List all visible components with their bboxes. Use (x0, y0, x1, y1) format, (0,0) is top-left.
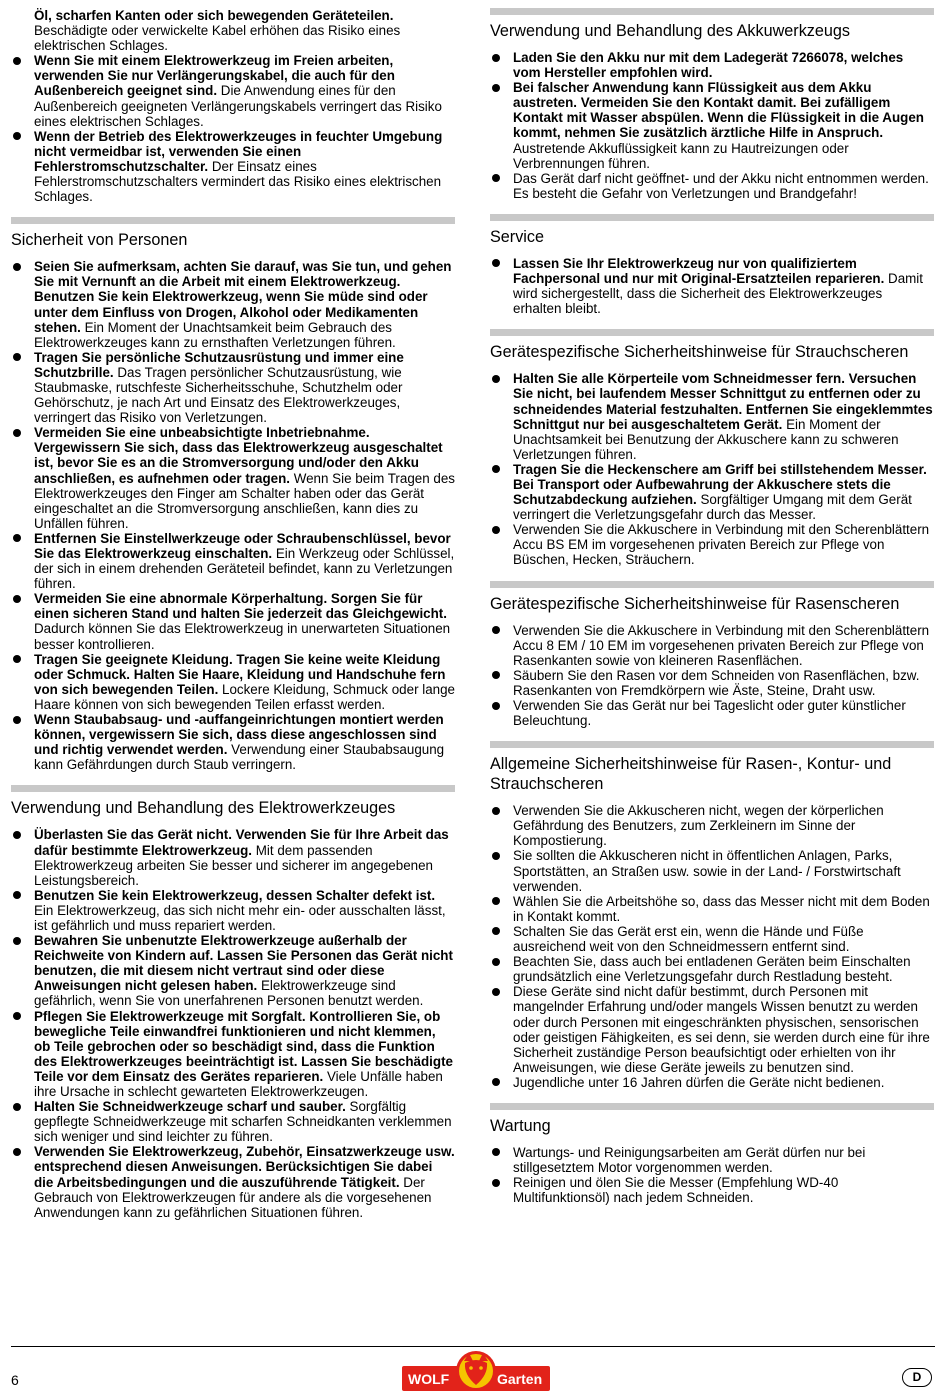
item-bold: Tragen Sie die Heckenschere am Griff bei stillstehendem Messer. Bei Transport oder Aufbewahrung der Akkuschere stets die Schutzabdeckung aufziehen. (513, 461, 927, 508)
list-item (490, 256, 934, 316)
list-item (490, 698, 934, 728)
page-number: 6 (11, 1372, 19, 1388)
section-rule (490, 214, 934, 221)
item-list (490, 50, 934, 201)
bullet-icon (492, 702, 500, 710)
item-text: Schalten Sie das Gerät erst ein, wenn die Hände und Füße ausreichend weit von den Schneidmessern entfernt sind. (513, 923, 864, 955)
section-title: Wartung (490, 1116, 551, 1135)
list-item (490, 50, 934, 80)
bullet-icon (13, 429, 21, 437)
item-text: Wählen Sie die Arbeitshöhe so, dass das Messer nicht mit dem Boden in Kontakt kommt. (513, 893, 930, 924)
list-item (11, 591, 455, 651)
right-sections (490, 8, 934, 1205)
bullet-icon (492, 626, 500, 634)
bullet-icon (492, 897, 500, 905)
left-sections (11, 217, 455, 1220)
item-bold: Verwenden Sie Elektrowerkzeug, Zubehör, Einsatzwerkzeuge usw. entsprechend diesen Anweisungen. Berücksichtigen Sie dabei die Arbeitsbedingungen und die auszuführende Tätigkeit. (34, 1144, 455, 1190)
item-text: Damit wird sichergestellt, dass die Sicherheit des Elektrowerkzeuges erhalten bleibt. (513, 271, 924, 317)
section (490, 581, 934, 729)
section-title: Allgemeine Sicherheitshinweise für Rasen-, Kontur- und Strauchscheren (490, 755, 892, 794)
list-item (490, 80, 934, 171)
list-item (490, 894, 934, 924)
country-badge: D (902, 1368, 932, 1387)
list-item (11, 350, 455, 425)
bullet-icon (13, 655, 21, 663)
logo-text-left: WOLF (408, 1371, 450, 1387)
section (11, 785, 455, 1219)
item-bold: Wenn Sie mit einem Elektrowerkzeug im Freien arbeiten, verwenden Sie nur Verlängerungskabel, die auch für den Außenbereich geeignet sind. (34, 53, 395, 99)
item-list (11, 827, 455, 1219)
list-item (490, 171, 934, 201)
list-item (11, 827, 455, 887)
bullet-icon (492, 1179, 500, 1187)
section-title: Sicherheit von Personen (11, 231, 188, 250)
bullet-icon (13, 57, 21, 65)
item-text: Jugendliche unter 16 Jahren dürfen die Geräte nicht bedienen. (513, 1074, 885, 1090)
bullet-icon (492, 807, 500, 815)
continuation-list (11, 8, 455, 204)
list-item (490, 522, 934, 567)
item-text: Die Anwendung eines für den Außenbereich geeigneten Verlängerungskabels verringert das Risiko eines elektrischen Schlages. (34, 83, 442, 129)
item-text: Der Einsatz eines Fehlerstromschutzschalters vermindert das Risiko eines elektrischen Schlages. (34, 158, 442, 205)
list-item (490, 984, 934, 1075)
section (490, 1103, 934, 1205)
list-item (11, 8, 455, 53)
list-item (11, 531, 455, 591)
list-item (11, 1099, 455, 1144)
item-bold: Wenn der Betrieb des Elektrowerkzeuges in feuchter Umgebung nicht vermeidbar ist, verwenden Sie einen Fehlerstromschutzschalter. (34, 128, 443, 174)
bullet-icon (13, 1012, 21, 1020)
list-item (11, 933, 455, 1008)
item-text: Ein Moment der Unachtsamkeit beim Gebrauch des Elektrowerkzeuges kann zu ernsthaften Verletzungen führen. (34, 319, 396, 350)
item-text: Sorgfältig gepflegte Schneidwerkzeuge mit scharfen Schneidkanten verklemmen sich weniger und sind leichter zu führen. (34, 1099, 452, 1145)
bullet-icon (492, 465, 500, 473)
wolf-eye-icon (469, 1366, 473, 1370)
item-bold: Überlasten Sie das Gerät nicht. Verwenden Sie für Ihre Arbeit das dafür bestimmte Elektrowerkzeug. (34, 827, 449, 858)
footer-rule (11, 1346, 935, 1347)
section-title: Gerätespezifische Sicherheitshinweise für Strauchscheren (490, 343, 909, 362)
section-rule (490, 741, 934, 748)
item-text: Lockere Kleidung, Schmuck oder lange Haare können von sich bewegenden Teilen erfasst werden. (34, 681, 456, 712)
bullet-icon (492, 927, 500, 935)
item-text: Verwenden Sie die Akkuschere in Verbindung mit den Scherenblättern Accu 8 EM / 10 EM im vorgesehenen privaten Bereich zur Pflege von Rasenkanten sowie von kleineren Rasenflächen. (513, 622, 930, 668)
list-item (11, 425, 455, 531)
item-bold: Laden Sie den Akku nur mit dem Ladegerät 7266078, welches vom Hersteller empfohlen wird. (513, 50, 904, 81)
item-bold: Lassen Sie Ihr Elektrowerkzeug nur von qualifiziertem Fachpersonal und nur mit Original-Ersatzteilen reparieren. (513, 255, 885, 287)
logo-text-right: Garten (497, 1371, 543, 1387)
left-continuation (11, 8, 455, 204)
bullet-icon (13, 1103, 21, 1111)
bullet-icon (13, 891, 21, 899)
item-bold: Öl, scharfen Kanten oder sich bewegenden Geräteteilen. (34, 8, 394, 23)
list-item (11, 1144, 455, 1219)
bullet-icon (492, 526, 500, 534)
bullet-icon (13, 353, 21, 361)
item-list (490, 371, 934, 567)
section (490, 329, 934, 567)
list-item (11, 652, 455, 712)
list-item (490, 954, 934, 984)
item-bold: Tragen Sie persönliche Schutzausrüstung und immer eine Schutzbrille. (34, 349, 404, 380)
item-list (11, 259, 455, 772)
section (490, 741, 934, 1090)
item-list (490, 256, 934, 316)
list-item (490, 924, 934, 954)
item-text: Diese Geräte sind nicht dafür bestimmt, durch Personen mit mangelnder Erfahrung und/oder mangels Wissen benutzt zu werden oder durch Personen mit eingeschränkten physischen, sensorischen oder geistigen Fähigkeiten, es sei denn, sie werden durch eine für ihre Sicherheit zuständige Person beaufsichtigt oder erhielten von ihr Anweisungen, wie diese Geräte jeweils zu benutzen sind. (513, 984, 930, 1075)
list-item (490, 668, 934, 698)
item-text: Elektrowerkzeuge sind gefährlich, wenn Sie von unerfahrenen Personen benutzt werden. (34, 978, 424, 1009)
item-list (490, 623, 934, 729)
item-text: Verwenden Sie das Gerät nur bei Tageslicht oder guter künstlicher Beleuchtung. (513, 698, 906, 729)
bullet-icon (13, 263, 21, 271)
section-rule (490, 1103, 934, 1110)
section-title: Service (490, 227, 544, 246)
bullet-icon (13, 132, 21, 140)
item-list (490, 1145, 934, 1205)
item-list (490, 803, 934, 1090)
item-bold: Halten Sie Schneidwerkzeuge scharf und sauber. (34, 1099, 346, 1115)
bullet-icon (492, 852, 500, 860)
item-bold: Vermeiden Sie eine unbeabsichtigte Inbetriebnahme. Vergewissern Sie sich, dass das Elektrowerkzeug ausgeschaltet ist, bevor Sie es an die Stromversorgung und/oder den Akku anschließen, es aufnehmen oder tragen. (34, 425, 443, 486)
bullet-icon (13, 595, 21, 603)
list-item (490, 803, 934, 848)
section-rule (11, 785, 455, 792)
item-bold: Benutzen Sie kein Elektrowerkzeug, dessen Schalter defekt ist. (34, 887, 436, 903)
bullet-icon (13, 831, 21, 839)
item-text: Sorgfältiger Umgang mit dem Gerät verringert die Verletzungsgefahr durch das Messer. (513, 492, 912, 523)
bullet-icon (492, 54, 500, 62)
item-text: Ein Moment der Unachtsamkeit bei Benutzung der Akkuschere kann zu schweren Verletzungen führen. (513, 416, 899, 462)
list-item (490, 1075, 934, 1090)
bullet-icon (13, 1148, 21, 1156)
item-text: Ein Werkzeug oder Schlüssel, der sich in einem drehenden Geräteteil befindet, kann zu Verletzungen führen. (34, 546, 455, 592)
bullet-icon (492, 988, 500, 996)
item-text: Beachten Sie, dass auch bei entladenen Geräten beim Einschalten grundsätzlich eine Verletzungsgefahr durch Restladung besteht. (513, 954, 911, 985)
item-text: Verwendung einer Staubabsaugung kann Gefährdungen durch Staub verringern. (34, 742, 445, 773)
item-text: Ein Elektrowerkzeug, das sich nicht mehr ein- oder ausschalten lässt, ist gefährlich und muss repariert werden. (34, 902, 446, 933)
bullet-icon (492, 84, 500, 92)
section-title: Verwendung und Behandlung des Elektrowerkzeuges (11, 799, 396, 818)
list-item (11, 53, 455, 128)
item-text: Säubern Sie den Rasen vor dem Schneiden von Rasenflächen, bzw. Rasenkanten von Fremdkörpern wie Äste, Steine, Draht usw. (513, 667, 920, 698)
bullet-icon (492, 958, 500, 966)
bullet-icon (13, 937, 21, 945)
item-text: Wartungs- und Reinigungsarbeiten am Gerät dürfen nur bei stillgesetztem Motor vorgenommen werden. (513, 1144, 866, 1176)
left-column (11, 8, 455, 1233)
right-column (490, 8, 934, 1218)
list-item (11, 129, 455, 204)
bullet-icon (492, 375, 500, 383)
bullet-icon (13, 534, 21, 542)
section-title: Verwendung und Behandlung des Akkuwerkzeugs (490, 22, 850, 40)
item-text: Verwenden Sie die Akkuscheren nicht, wegen der körperlichen Gefährdung des Benutzers, zum Zerkleinern im Sinne der Kompostierung. (513, 803, 884, 849)
list-item (490, 1175, 934, 1205)
item-text: Der Gebrauch von Elektrowerkzeugen für andere als die vorgesehenen Anwendungen kann zu gefährlichen Situationen führen. (34, 1174, 432, 1220)
section-rule (11, 217, 455, 224)
item-bold: Halten Sie alle Körperteile vom Schneidmesser fern. Versuchen Sie nicht, bei laufendem Messer Schnittgut zu entfernen oder zu schneidendes Material festzuhalten. Entfernen Sie eingeklemmtes Schnittgut nur bei ausgeschaltetem Gerät. (513, 371, 933, 432)
item-bold: Entfernen Sie Einstellwerkzeuge oder Schraubenschlüssel, bevor Sie das Elektrowerkzeug einschalten. (34, 530, 451, 561)
bullet-icon (13, 716, 21, 724)
bullet-icon (492, 671, 500, 679)
item-text: Das Gerät darf nicht geöffnet- und der Akku nicht entnommen werden. Es besteht die Gefahr von Verletzungen und Brandgefahr! (513, 170, 929, 201)
item-bold: Bei falscher Anwendung kann Flüssigkeit aus dem Akku austreten. Vermeiden Sie den Kontakt damit. Bei zufälligem Kontakt mit Wasser abspülen. Wenn die Flüssigkeit in die Augen kommt, nehmen Sie zusätzlich ärztliche Hilfe in Anspruch. (513, 80, 924, 141)
wolf-eye-icon (479, 1366, 483, 1370)
section (490, 8, 934, 201)
bullet-icon (492, 174, 500, 182)
section-rule (490, 581, 934, 588)
wolf-garten-logo (402, 1349, 550, 1393)
item-text: Verwenden Sie die Akkuschere in Verbindung mit den Scherenblättern Accu BS EM im vorgesehenen privaten Bereich zur Pflege von Büschen, Hecken, Sträuchern. (513, 522, 930, 568)
item-text: Mit dem passenden Elektrowerkzeug arbeiten Sie besser und sicherer im angegebenen Leistungsbereich. (34, 842, 433, 888)
item-text: Das Tragen persönlicher Schutzausrüstung, wie Staubmaske, rutschfeste Sicherheitsschuhe, Schutzhelm oder Gehörschutz, je nach Art und Einsatz des Elektrowerkzeuges, verringert das Risiko von Verletzungen. (34, 364, 403, 426)
list-item (490, 848, 934, 893)
item-text: Dadurch können Sie das Elektrowerkzeug in unerwarteten Situationen besser kontrollieren. (34, 621, 451, 652)
bullet-icon (492, 259, 500, 267)
item-bold: Pflegen Sie Elektrowerkzeuge mit Sorgfalt. Kontrollieren Sie, ob bewegliche Teile einwandfrei funktionieren und nicht klemmen, ob Teile gebrochen oder so beschädigt sind, dass die Funktion des Elektrowerkzeuges beeinträchtigt ist. Lassen Sie beschädigte Teile vor dem Einsatz des Gerätes reparieren. (34, 1008, 453, 1084)
bullet-icon (492, 1148, 500, 1156)
item-bold: Bewahren Sie unbenutzte Elektrowerkzeuge außerhalb der Reichweite von Kindern auf. Lassen Sie Personen das Gerät nicht benutzen, die mit diesem nicht vertraut sind oder diese Anweisungen nicht gelesen haben. (34, 933, 453, 994)
list-item (490, 371, 934, 462)
section (490, 214, 934, 316)
section-rule (490, 329, 934, 336)
list-item (490, 1145, 934, 1175)
item-bold: Tragen Sie geeignete Kleidung. Tragen Sie keine weite Kleidung oder Schmuck. Halten Sie Haare, Kleidung und Handschuhe fern von sich bewegenden Teilen. (34, 651, 446, 697)
item-text: Viele Unfälle haben ihre Ursache in schlecht gewarteten Elektrowerkzeugen. (34, 1068, 443, 1099)
item-text: Reinigen und ölen Sie die Messer (Empfehlung WD-40 Multifunktionsöl) nach jedem Schneiden. (513, 1175, 839, 1206)
list-item (11, 259, 455, 350)
item-bold: Seien Sie aufmerksam, achten Sie darauf, was Sie tun, und gehen Sie mit Vernunft an die Arbeit mit einem Elektrowerkzeug. Benutzen Sie kein Elektrowerkzeug, wenn Sie müde sind oder unter dem Einfluss von Drogen, Alkohol oder Medikamenten stehen. (34, 259, 452, 335)
item-text: Beschädigte oder verwickelte Kabel erhöhen das Risiko eines elektrischen Schlages. (34, 23, 401, 54)
section-title: Gerätespezifische Sicherheitshinweise für Rasenscheren (490, 594, 900, 613)
list-item (11, 1009, 455, 1100)
bullet-icon (492, 1078, 500, 1086)
item-bold: Vermeiden Sie eine abnormale Körperhaltung. Sorgen Sie für einen sicheren Stand und halten Sie jederzeit das Gleichgewicht. (34, 591, 447, 622)
list-item (11, 712, 455, 772)
section-rule (490, 8, 934, 15)
list-item (490, 623, 934, 668)
list-item (490, 462, 934, 522)
item-text: Austretende Akkuflüssigkeit kann zu Hautreizungen oder Verbrennungen führen. (513, 140, 849, 171)
item-text: Sie sollten die Akkuscheren nicht in öffentlichen Anlagen, Parks, Sportstätten, an Straßen usw. sowie in der Land- / Forstwirtschaft verwenden. (513, 848, 901, 894)
section (11, 217, 455, 772)
list-item (11, 888, 455, 933)
item-bold: Wenn Staubabsaug- und -auffangeinrichtungen montiert werden können, vergewissern Sie sich, dass diese angeschlossen sind und richtig verwendet werden. (34, 712, 444, 758)
item-text: Wenn Sie beim Tragen des Elektrowerkzeuges den Finger am Schalter haben oder das Gerät eingeschaltet an die Stromversorgung anschließen, kann dies zu Unfällen führen. (34, 470, 455, 531)
